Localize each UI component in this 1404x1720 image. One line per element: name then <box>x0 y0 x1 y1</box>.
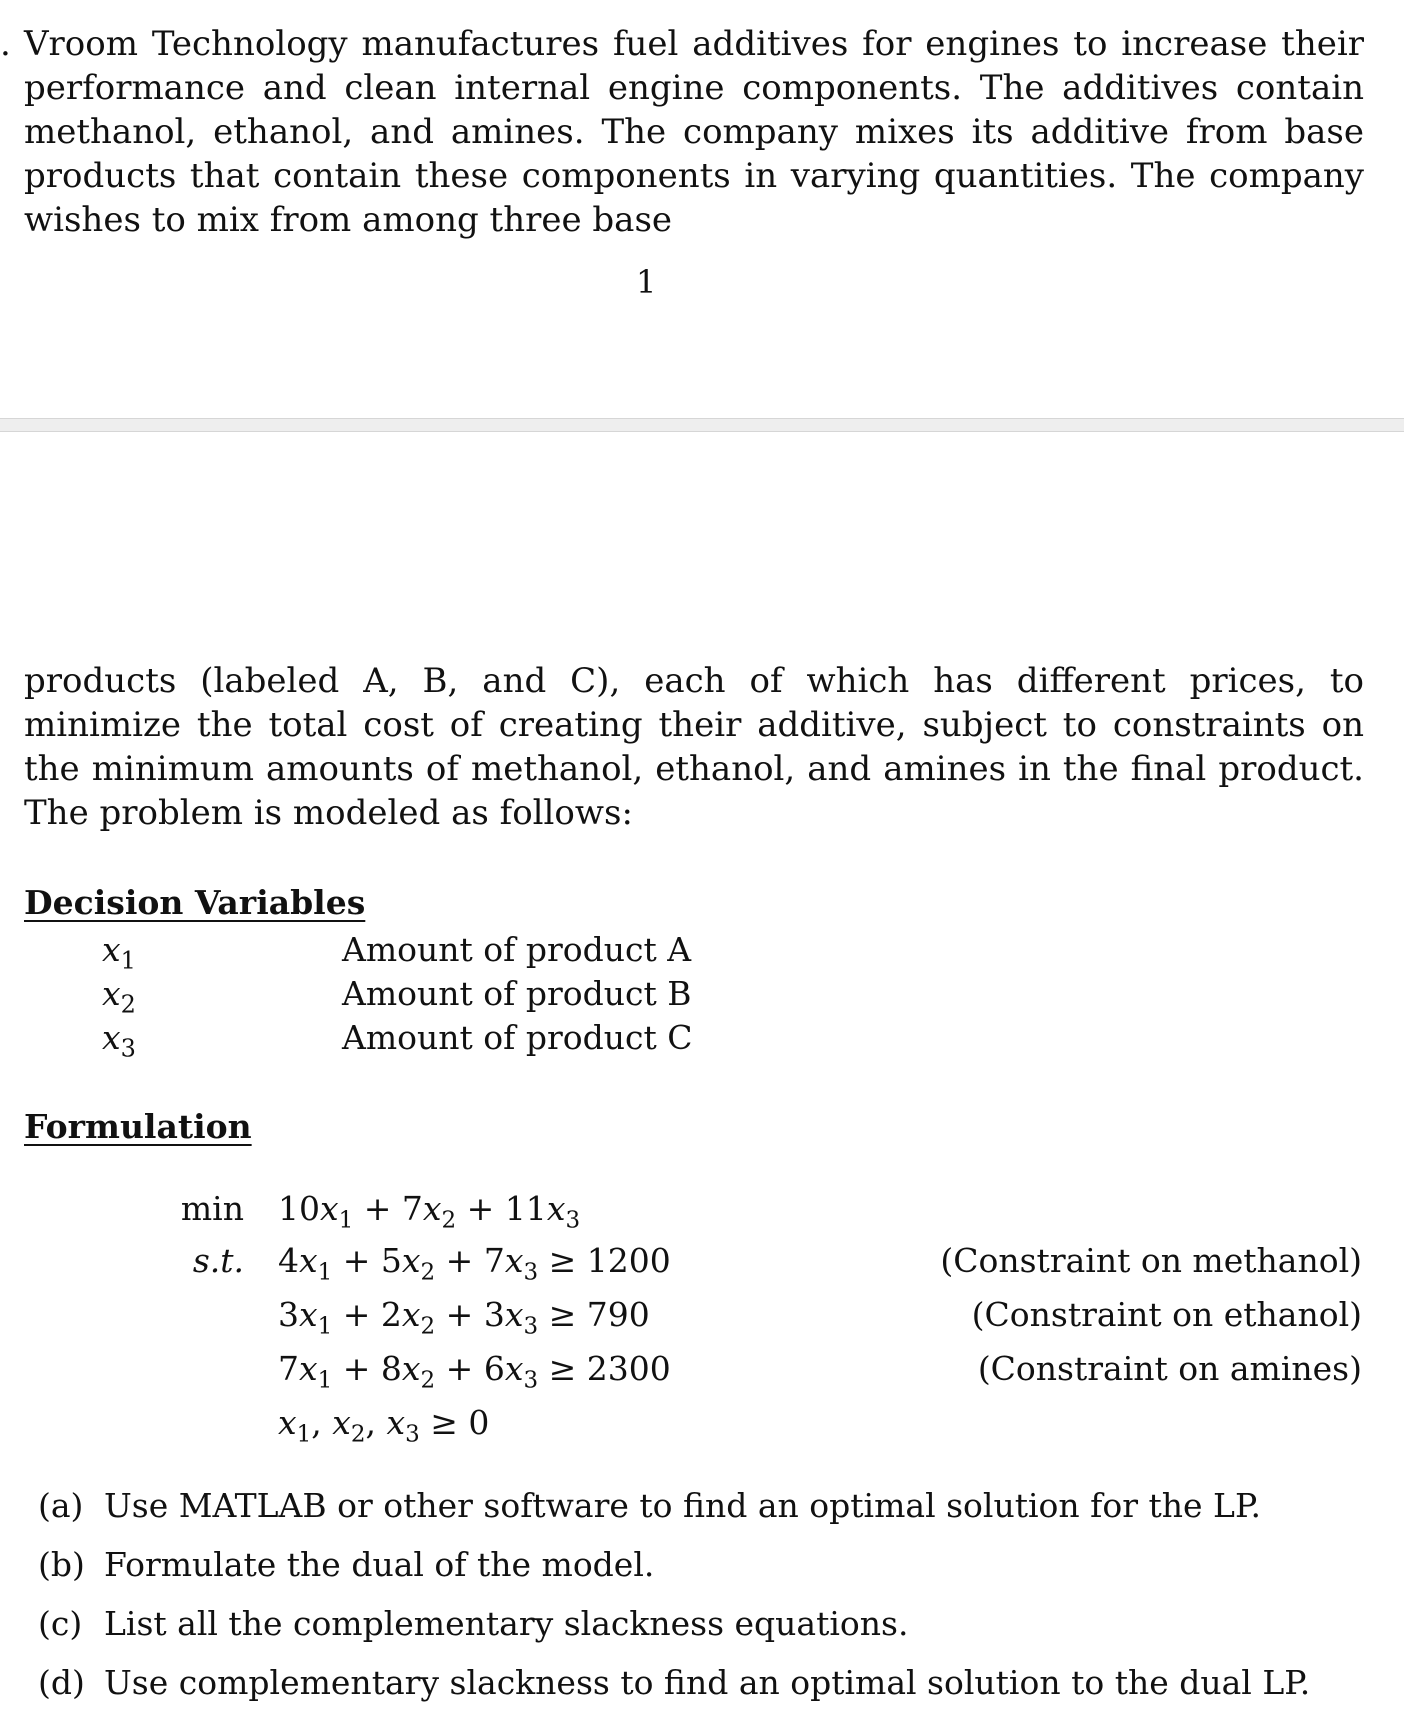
variable-description: Amount of product A <box>342 930 692 969</box>
question-text: Use MATLAB or other software to find an optimal solution for the LP. <box>104 1486 1261 1525</box>
constraint-note: (Constraint on ethanol) <box>971 1295 1362 1334</box>
constraint-expression: $3x_1 + 2x_2 + 3x_3 \ge 790$ <box>278 1295 650 1340</box>
question-item <box>38 1661 1358 1705</box>
variable-row <box>0 928 1404 975</box>
constraint-expression: $7x_1 + 8x_2 + 6x_3 \ge 2300$ <box>278 1349 671 1394</box>
objective-label: min <box>180 1189 244 1228</box>
list-marker: . <box>0 24 11 64</box>
constraint-row <box>0 1236 1404 1286</box>
constraint-label: s.t. <box>192 1241 244 1280</box>
question-item <box>38 1543 1358 1587</box>
problem-paragraph-1: Vroom Technology manufactures fuel additives for engines to increase their performance and clean internal engine components. The additives contain methanol, ethanol, and amines. The company mixes its additive from base products that contain these components in varying quantities. The company wishes to mix from among three base <box>24 24 1364 240</box>
problem-paragraph-2: products (labeled A, B, and C), each of which has different prices, to minimize the total cost of creating their additive, subject to constraints on the minimum amounts of methanol, ethanol, and amines in the final product. The problem is modeled as follows: <box>24 661 1364 833</box>
decision-variables-heading: Decision Variables <box>24 883 366 922</box>
nonnegativity-expression: $x_1$, $x_2$, $x_3 \ge 0$ <box>278 1403 490 1448</box>
question-text: Formulate the dual of the model. <box>104 1545 655 1584</box>
constraint-row <box>0 1290 1404 1340</box>
constraint-expression: $4x_1 + 5x_2 + 7x_3 \ge 1200$ <box>278 1241 671 1286</box>
question-text: Use complementary slackness to find an optimal solution to the dual LP. <box>104 1663 1311 1702</box>
question-letter: (c) <box>38 1604 83 1643</box>
page-number: 1 <box>636 263 657 301</box>
objective-row <box>0 1184 1404 1234</box>
variable-symbol: $x_2$ <box>102 974 136 1019</box>
constraint-note: (Constraint on amines) <box>977 1349 1362 1388</box>
question-item <box>38 1602 1358 1646</box>
constraint-row <box>0 1344 1404 1394</box>
variable-row <box>0 1016 1404 1063</box>
variable-description: Amount of product C <box>342 1018 693 1057</box>
nonnegativity-row <box>0 1398 1404 1448</box>
variable-symbol: $x_3$ <box>102 1018 136 1063</box>
variable-description: Amount of product B <box>342 974 692 1013</box>
objective-expression: $10x_1 + 7x_2 + 11x_3$ <box>278 1189 581 1234</box>
formulation-heading: Formulation <box>24 1107 252 1146</box>
variable-symbol: $x_1$ <box>102 930 136 975</box>
variable-row <box>0 972 1404 1019</box>
question-letter: (b) <box>38 1545 85 1584</box>
question-letter: (a) <box>38 1486 84 1525</box>
page-break <box>0 418 1404 432</box>
constraint-note: (Constraint on methanol) <box>940 1241 1362 1280</box>
question-text: List all the complementary slackness equations. <box>104 1604 909 1643</box>
question-item <box>38 1484 1358 1528</box>
question-letter: (d) <box>38 1663 85 1702</box>
